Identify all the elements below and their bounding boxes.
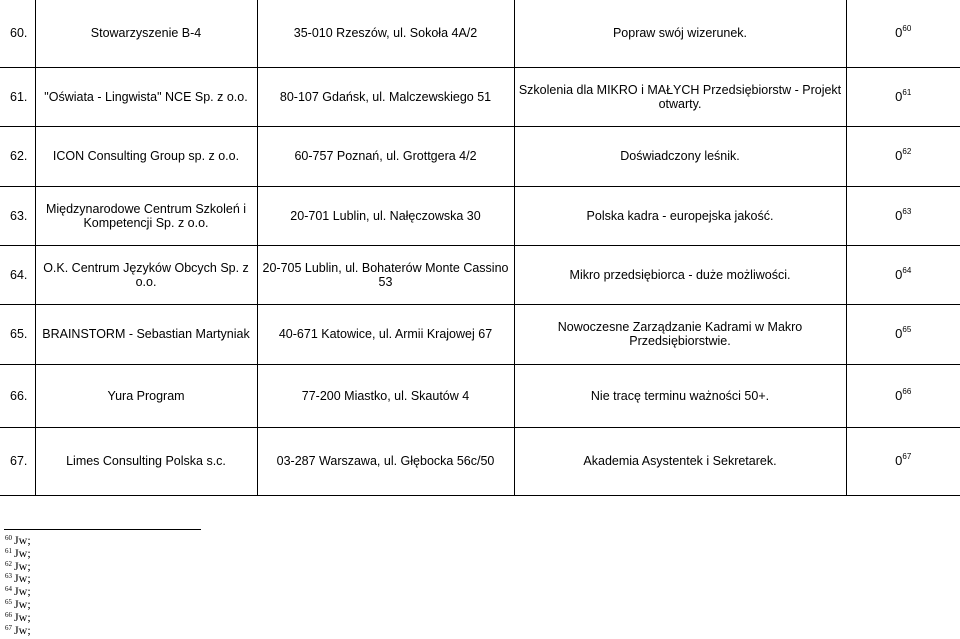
value: 0 (895, 326, 903, 341)
project-title: Nowoczesne Zarządzanie Kadrami w Makro Przedsiębiorstwie. (514, 304, 846, 364)
footnote-mark: 66 (5, 610, 12, 619)
footnote-mark: 67 (5, 623, 12, 632)
company-address: 20-705 Lublin, ul. Bohaterów Monte Cassino 53 (257, 245, 514, 304)
company-address: 35-010 Rzeszów, ul. Sokoła 4A/2 (257, 0, 514, 67)
row-number: 66. (0, 364, 35, 427)
footnote-mark: 65 (5, 597, 12, 606)
table-row (0, 364, 960, 427)
row-number: 65. (0, 304, 35, 364)
project-title: Polska kadra - europejska jakość. (514, 186, 846, 245)
footnote-ref[interactable]: 64 (902, 265, 912, 275)
company-name: Yura Program (35, 364, 257, 427)
footnote-text: Jw; (14, 558, 31, 573)
table-row (0, 427, 960, 495)
row-number: 67. (0, 427, 35, 495)
footnote-mark: 60 (5, 534, 12, 542)
value-cell (846, 427, 960, 495)
table-row (0, 304, 960, 364)
company-name: BRAINSTORM - Sebastian Martyniak (35, 304, 257, 364)
footnote-text: Jw; (14, 584, 31, 599)
company-address: 03-287 Warszawa, ul. Głębocka 56c/50 (257, 427, 514, 495)
row-number: 62. (0, 126, 35, 186)
footnote-mark: 62 (5, 559, 12, 568)
footnotes (5, 534, 31, 636)
row-number: 63. (0, 186, 35, 245)
company-name: O.K. Centrum Języków Obcych Sp. z o.o. (35, 245, 257, 304)
table-row (0, 245, 960, 304)
row-number: 61. (0, 67, 35, 126)
footnote-mark: 61 (5, 546, 12, 555)
value: 0 (895, 148, 903, 163)
company-address: 80-107 Gdańsk, ul. Malczewskiego 51 (257, 67, 514, 126)
footnote-text: Jw; (14, 533, 31, 547)
footnote-ref[interactable]: 65 (902, 325, 912, 334)
footnote-mark: 63 (5, 572, 12, 581)
company-address: 77-200 Miastko, ul. Skautów 4 (257, 364, 514, 427)
value-cell (846, 0, 960, 67)
project-title: Mikro przedsiębiorca - duże możliwości. (514, 245, 846, 304)
company-name: Międzynarodowe Centrum Szkoleń i Kompetencji Sp. z o.o. (35, 186, 257, 245)
company-address: 60-757 Poznań, ul. Grottgera 4/2 (257, 126, 514, 186)
value-cell (846, 126, 960, 186)
value: 0 (895, 25, 903, 41)
footnote-ref[interactable]: 66 (902, 386, 912, 396)
row-number: 60. (0, 0, 35, 67)
row-number: 64. (0, 245, 35, 304)
company-address: 20-701 Lublin, ul. Nałęczowska 30 (257, 186, 514, 245)
table-row (0, 67, 960, 126)
value-cell (846, 364, 960, 427)
value-cell (846, 67, 960, 126)
footnote-ref[interactable]: 63 (902, 206, 912, 216)
footnote-text: Jw; (14, 609, 31, 624)
company-address: 40-671 Katowice, ul. Armii Krajowej 67 (257, 304, 514, 364)
footnote-mark: 64 (5, 585, 12, 594)
value-cell (846, 304, 960, 364)
project-title: Szkolenia dla MIKRO i MAŁYCH Przedsiębiorstw - Projekt otwarty. (514, 67, 846, 126)
footnote-ref[interactable]: 60 (902, 24, 912, 34)
footnote-ref[interactable]: 62 (902, 147, 912, 156)
value: 0 (895, 88, 903, 104)
footnote (5, 624, 31, 637)
company-name: Stowarzyszenie B-4 (35, 0, 257, 67)
footnote-ref[interactable]: 67 (902, 452, 912, 461)
footnote-ref[interactable]: 61 (902, 87, 912, 97)
table-row (0, 186, 960, 245)
company-name: Limes Consulting Polska s.c. (35, 427, 257, 495)
footnote-text: Jw; (14, 571, 31, 586)
company-name: "Oświata - Lingwista" NCE Sp. z o.o. (35, 67, 257, 126)
project-title: Popraw swój wizerunek. (514, 0, 846, 67)
value-cell (846, 186, 960, 245)
table-row (0, 0, 960, 67)
value: 0 (895, 453, 903, 468)
value: 0 (895, 207, 903, 223)
value-cell (846, 245, 960, 304)
project-title: Doświadczony leśnik. (514, 126, 846, 186)
footnote-text: Jw; (14, 545, 31, 560)
footnote-separator (4, 529, 201, 530)
project-title: Nie tracę terminu ważności 50+. (514, 364, 846, 427)
footnote-text: Jw; (14, 622, 31, 637)
project-title: Akademia Asystentek i Sekretarek. (514, 427, 846, 495)
company-name: ICON Consulting Group sp. z o.o. (35, 126, 257, 186)
value: 0 (895, 387, 903, 403)
table-row (0, 126, 960, 186)
footnote-text: Jw; (14, 596, 31, 611)
value: 0 (895, 266, 903, 282)
